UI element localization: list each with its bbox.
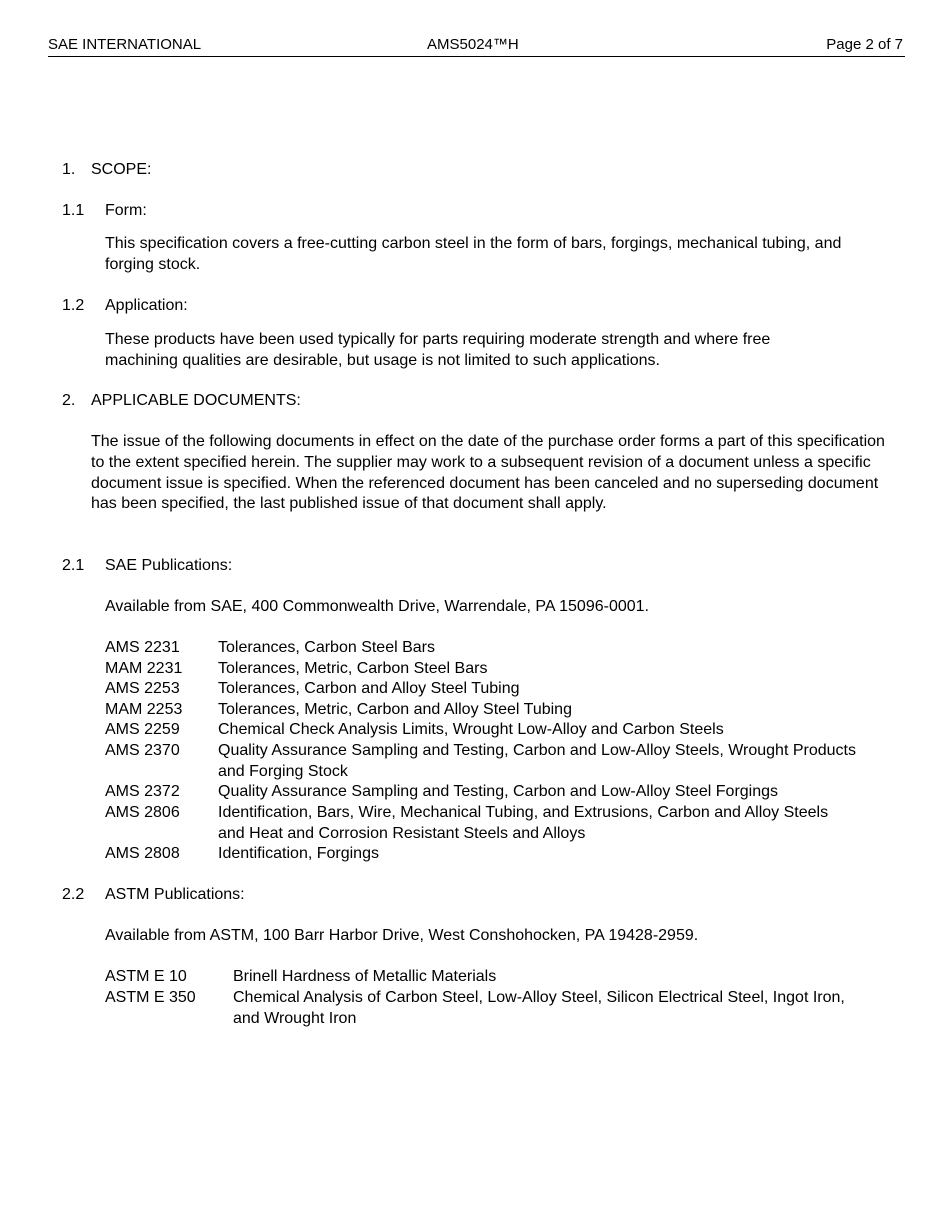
section-1-2-body: These products have been used typically for parts requiring moderate strength and where free machining qualities are desirable, but usage is not limited to such applications. <box>105 331 771 369</box>
reference-title: Brinell Hardness of Metallic Materials <box>233 968 497 985</box>
section-1-number: 1. <box>62 161 76 178</box>
reference-code: AMS 2370 <box>105 742 180 759</box>
section-1-1-title: Form: <box>105 202 147 219</box>
reference-code: AMS 2231 <box>105 639 180 656</box>
reference-code: MAM 2253 <box>105 701 183 718</box>
section-2-number: 2. <box>62 392 76 409</box>
section-1-1-number: 1.1 <box>62 202 85 219</box>
header-doc-id: AMS5024™H <box>427 36 519 53</box>
reference-title: Tolerances, Metric, Carbon Steel Bars <box>218 660 488 677</box>
reference-title: Quality Assurance Sampling and Testing, Carbon and Low-Alloy Steel Forgings <box>218 783 779 800</box>
reference-code: AMS 2259 <box>105 721 180 738</box>
reference-title: Chemical Check Analysis Limits, Wrought Low-Alloy and Carbon Steels <box>218 721 724 738</box>
sae-availability: Available from SAE, 400 Commonwealth Drive, Warrendale, PA 15096-0001. <box>105 598 649 615</box>
astm-availability: Available from ASTM, 100 Barr Harbor Drive, West Conshohocken, PA 19428-2959. <box>105 927 699 944</box>
section-2-title: APPLICABLE DOCUMENTS: <box>91 392 301 409</box>
reference-title: Identification, Forgings <box>218 845 379 862</box>
reference-code: AMS 2808 <box>105 845 180 862</box>
section-1-1-body: This specification covers a free-cutting carbon steel in the form of bars, forgings, mechanical tubing, and forging stock. <box>105 235 842 273</box>
reference-title: Tolerances, Carbon and Alloy Steel Tubing <box>218 680 520 697</box>
reference-title: Chemical Analysis of Carbon Steel, Low-Alloy Steel, Silicon Electrical Steel, Ingot Iron, and Wrought Iron <box>233 989 845 1027</box>
header-page-number: Page 2 of 7 <box>826 36 903 53</box>
section-2-2-number: 2.2 <box>62 886 85 903</box>
section-1-2-number: 1.2 <box>62 297 85 314</box>
section-2-1-title: SAE Publications: <box>105 557 233 574</box>
reference-code: AMS 2806 <box>105 804 180 821</box>
section-1-2-title: Application: <box>105 297 188 314</box>
reference-title: Tolerances, Metric, Carbon and Alloy Steel Tubing <box>218 701 572 718</box>
reference-title: Identification, Bars, Wire, Mechanical Tubing, and Extrusions, Carbon and Alloy Steels and Heat and Corrosion Resistant Steels and Alloys <box>218 804 829 842</box>
section-2-body: The issue of the following documents in effect on the date of the purchase order forms a part of this specification to the extent specified herein. The supplier may work to a subsequent revision of a document unless a specific document issue is specified. When the referenced document has been canceled and no superseding document has been specified, the last published issue of that document shall apply. <box>91 433 885 513</box>
reference-title: Quality Assurance Sampling and Testing, Carbon and Low-Alloy Steels, Wrought Products and Forging Stock <box>218 742 856 780</box>
page-header <box>48 36 905 57</box>
section-1-title: SCOPE: <box>91 161 152 178</box>
reference-code: AMS 2372 <box>105 783 180 800</box>
reference-code: ASTM E 350 <box>105 989 196 1006</box>
section-2-1-number: 2.1 <box>62 557 85 574</box>
reference-title: Tolerances, Carbon Steel Bars <box>218 639 435 656</box>
section-2-2-title: ASTM Publications: <box>105 886 245 903</box>
reference-code: MAM 2231 <box>105 660 183 677</box>
reference-code: ASTM E 10 <box>105 968 187 985</box>
reference-code: AMS 2253 <box>105 680 180 697</box>
header-org: SAE INTERNATIONAL <box>48 36 202 53</box>
